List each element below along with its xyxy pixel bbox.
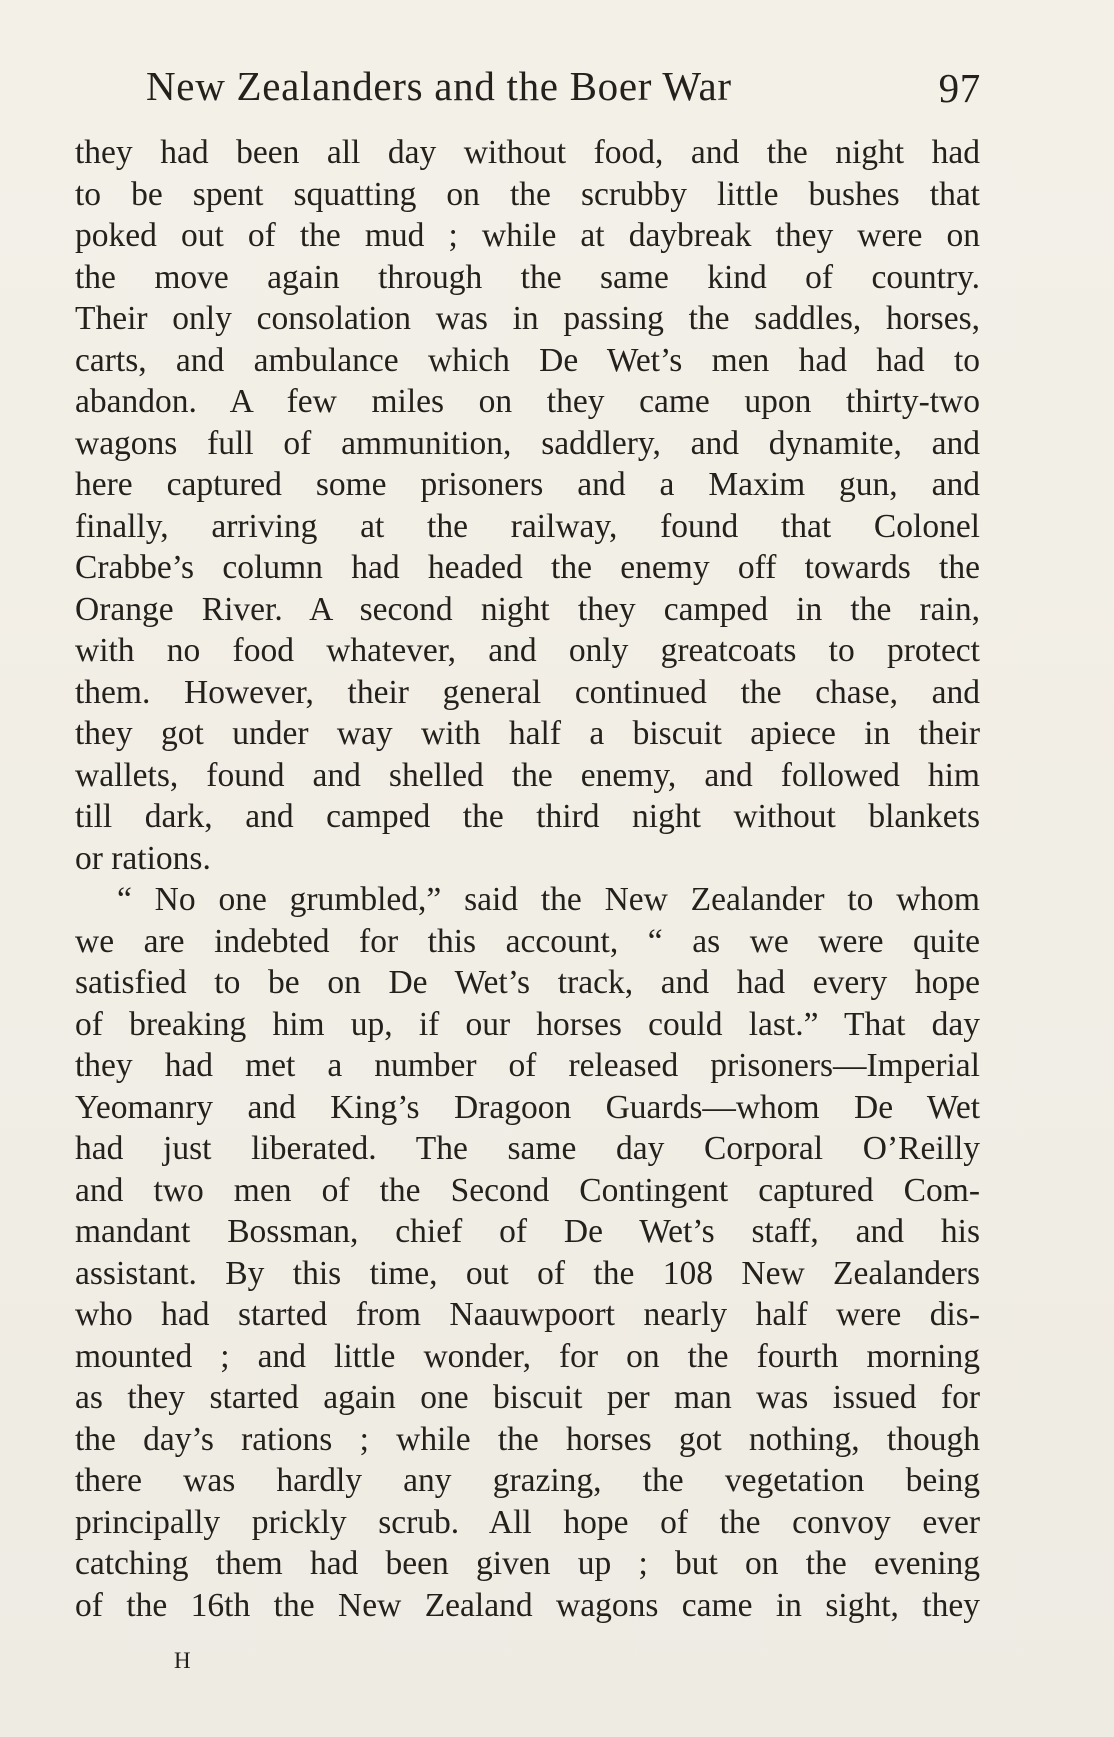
text-line: they had been all day without food, and the night had bbox=[75, 134, 980, 171]
text-line: wagons full of ammunition, saddlery, and dynamite, and bbox=[75, 424, 980, 462]
text-line: Their only consolation was in passing the saddles, horses, bbox=[75, 300, 980, 337]
text-line: there was hardly any grazing, the vegetation being bbox=[75, 1462, 980, 1499]
text-line: till dark, and camped the third night without blankets bbox=[75, 798, 980, 835]
text-line: them. However, their general continued the chase, and bbox=[75, 673, 980, 711]
text-line: they got under way with half a biscuit apiece in their bbox=[75, 715, 980, 752]
text-line: carts, and ambulance which De Wet’s men had had to bbox=[75, 341, 980, 379]
text-line: of breaking him up, if our horses could last.” That day bbox=[75, 1005, 980, 1043]
text-line: abandon. A few miles on they came upon thirty-two bbox=[75, 383, 980, 420]
text-line: Yeomanry and King’s Dragoon Guards—whom De Wet bbox=[75, 1088, 980, 1126]
text-line: and two men of the Second Contingent captured Com- bbox=[75, 1171, 980, 1209]
text-line: finally, arriving at the railway, found that Colonel bbox=[75, 507, 980, 545]
text-line: poked out of the mud ; while at daybreak they were on bbox=[75, 217, 980, 254]
text-line: assistant. By this time, out of the 108 New Zealanders bbox=[75, 1254, 980, 1292]
page-number: 97 bbox=[938, 65, 981, 111]
running-head bbox=[146, 56, 981, 116]
text-line: we are indebted for this account, “ as we were quite bbox=[75, 922, 980, 960]
text-line: to be spent squatting on the scrubby little bushes that bbox=[75, 175, 980, 213]
text-line: the day’s rations ; while the horses got nothing, though bbox=[75, 1420, 980, 1458]
paragraph-1 bbox=[75, 132, 980, 879]
text-line: “ No one grumbled,” said the New Zealander to whom bbox=[117, 881, 980, 918]
text-line: or rations. bbox=[75, 839, 211, 877]
text-line: Orange River. A second night they camped in the rain, bbox=[75, 590, 980, 628]
text-line: catching them had been given up ; but on the evening bbox=[75, 1545, 980, 1582]
text-line: the move again through the same kind of country. bbox=[75, 258, 980, 296]
paragraph-2 bbox=[75, 879, 980, 1626]
text-line: principally prickly scrub. All hope of the convoy ever bbox=[75, 1503, 980, 1541]
text-line: mounted ; and little wonder, for on the fourth morning bbox=[75, 1337, 980, 1375]
text-line: as they started again one biscuit per man was issued for bbox=[75, 1379, 980, 1416]
text-line: they had met a number of released prisoners—Imperial bbox=[75, 1047, 980, 1084]
text-line: Crabbe’s column had headed the enemy off towards the bbox=[75, 549, 980, 586]
text-line: had just liberated. The same day Corporal O’Reilly bbox=[75, 1130, 980, 1167]
text-line: satisfied to be on De Wet’s track, and had every hope bbox=[75, 964, 980, 1001]
text-line: with no food whatever, and only greatcoats to protect bbox=[75, 632, 980, 669]
text-line: mandant Bossman, chief of De Wet’s staff, and his bbox=[75, 1213, 980, 1250]
signature-mark: H bbox=[174, 1648, 192, 1673]
text-line: here captured some prisoners and a Maxim gun, and bbox=[75, 466, 980, 503]
text-line: of the 16th the New Zealand wagons came in sight, they bbox=[75, 1586, 980, 1624]
body-text bbox=[75, 132, 980, 1626]
text-line: who had started from Naauwpoort nearly half were dis- bbox=[75, 1296, 980, 1333]
running-title: New Zealanders and the Boer War bbox=[146, 63, 732, 109]
text-line: wallets, found and shelled the enemy, and followed him bbox=[75, 756, 980, 794]
